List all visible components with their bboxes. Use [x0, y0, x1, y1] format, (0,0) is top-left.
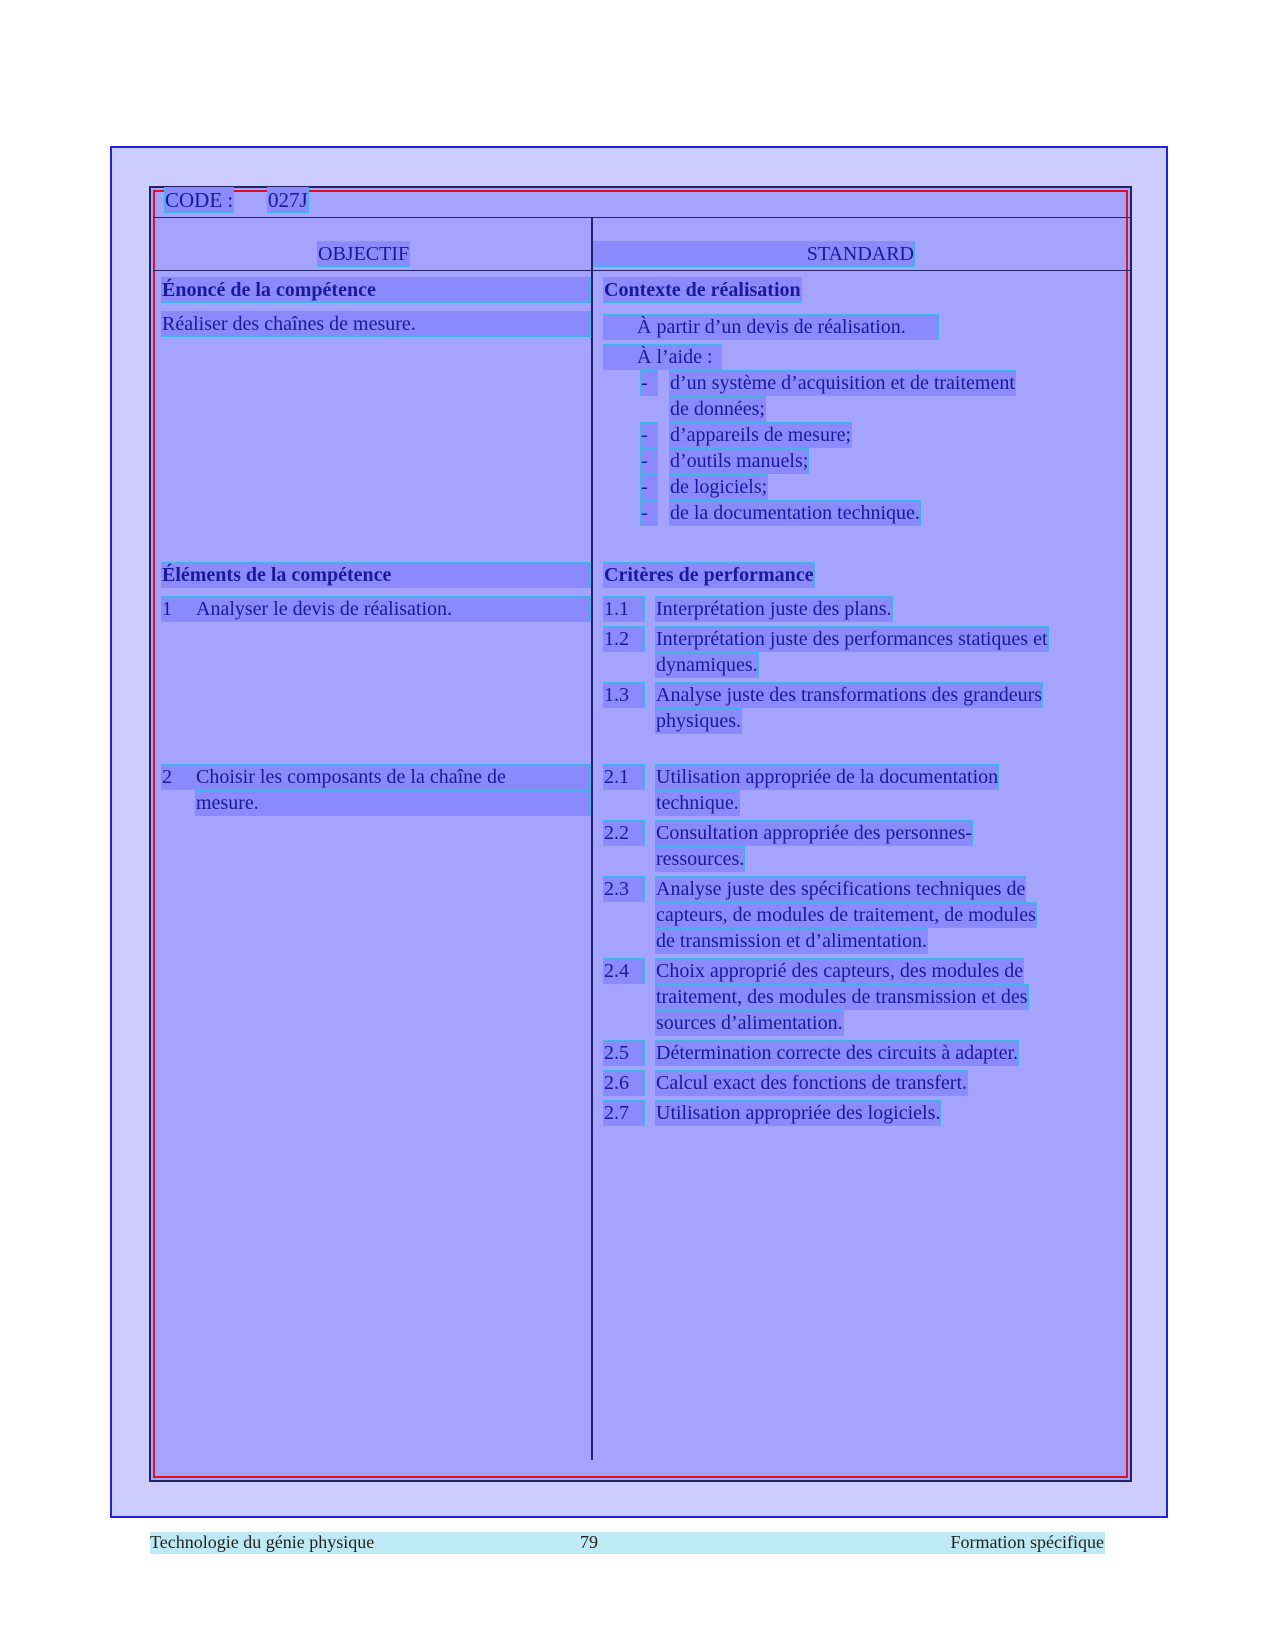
- element-text: Choisir les composants de la chaîne de: [196, 766, 506, 788]
- contexte-bullet-2: À l’aide :: [604, 345, 721, 369]
- critere-text: Calcul exact des fonctions de transfert.: [656, 1072, 967, 1094]
- element-number: 2: [162, 766, 172, 788]
- contexte-sub-1-cont: de données;: [670, 398, 765, 420]
- critere-text-cont: capteurs, de modules de traitement, de modules: [656, 904, 1036, 926]
- criteres-title: Critères de performance: [604, 564, 814, 586]
- header-divider: [153, 270, 1130, 271]
- element-row: [162, 765, 590, 789]
- critere-text: Détermination correcte des circuits à adapter.: [656, 1042, 1019, 1064]
- critere-text-cont: traitement, des modules de transmission et des: [656, 986, 1028, 1008]
- dash-icon: -: [641, 449, 657, 473]
- contexte-sub-5: de la documentation technique.: [670, 502, 920, 524]
- dash-icon: -: [641, 501, 657, 525]
- critere-text: Utilisation appropriée de la documentation: [656, 766, 999, 788]
- column-divider: [591, 218, 593, 1460]
- header-standard: STANDARD: [594, 242, 914, 266]
- elements-title: Éléments de la compétence: [162, 563, 590, 587]
- critere-number: 2.6: [604, 1071, 644, 1095]
- header-objectif: OBJECTIF: [318, 243, 410, 265]
- critere-number: 2.1: [604, 765, 644, 789]
- contexte-bullet-1: À partir d’un devis de réalisation.: [604, 315, 938, 339]
- contexte-title: Contexte de réalisation: [604, 279, 801, 301]
- contexte-sub-2: d’appareils de mesure;: [670, 424, 852, 446]
- critere-text-cont: de transmission et d’alimentation.: [656, 930, 928, 952]
- critere-number: 1.1: [604, 597, 644, 621]
- critere-text: Consultation appropriée des personnes-: [656, 822, 973, 844]
- critere-text: Analyse juste des transformations des grandeurs: [656, 684, 1043, 706]
- critere-text: Analyse juste des spécifications techniques de: [656, 878, 1026, 900]
- critere-text: Interprétation juste des plans.: [656, 598, 892, 620]
- footer-right: Formation spécifique: [950, 1532, 1104, 1552]
- dash-icon: -: [641, 371, 657, 395]
- code-divider: [153, 217, 1130, 218]
- critere-number: 2.5: [604, 1041, 644, 1065]
- dash-icon: -: [641, 475, 657, 499]
- contexte-sub-3: d’outils manuels;: [670, 450, 809, 472]
- critere-number: 2.3: [604, 877, 644, 901]
- code-value: 027J: [268, 188, 308, 212]
- element-row: [162, 597, 590, 621]
- critere-text: Utilisation appropriée des logiciels.: [656, 1102, 941, 1124]
- critere-text: Choix approprié des capteurs, des modules de: [656, 960, 1024, 982]
- element-text: Analyser le devis de réalisation.: [196, 598, 453, 620]
- critere-number: 1.2: [604, 627, 644, 651]
- critere-text-cont: physiques.: [656, 710, 741, 732]
- critere-number: 2.7: [604, 1101, 644, 1125]
- element-number: 1: [162, 598, 172, 620]
- critere-text-cont: ressources.: [656, 848, 745, 870]
- contexte-sub-1: d’un système d’acquisition et de traitement: [670, 372, 1015, 394]
- critere-text-cont: technique.: [656, 792, 739, 814]
- critere-number: 2.2: [604, 821, 644, 845]
- contexte-sub-4: de logiciels;: [670, 476, 768, 498]
- element-text-cont: mesure.: [196, 791, 590, 815]
- footer-left: Technologie du génie physique: [150, 1532, 375, 1552]
- dash-icon: -: [641, 423, 657, 447]
- enonce-title: Énoncé de la compétence: [162, 278, 590, 302]
- enonce-text: Réaliser des chaînes de mesure.: [162, 312, 590, 336]
- critere-number: 2.4: [604, 959, 644, 983]
- critere-text-cont: dynamiques.: [656, 654, 758, 676]
- critere-number: 1.3: [604, 683, 644, 707]
- critere-text: Interprétation juste des performances statiques et: [656, 628, 1048, 650]
- critere-text-cont: sources d’alimentation.: [656, 1012, 843, 1034]
- code-label: CODE :: [165, 188, 234, 212]
- page-number: 79: [580, 1532, 598, 1552]
